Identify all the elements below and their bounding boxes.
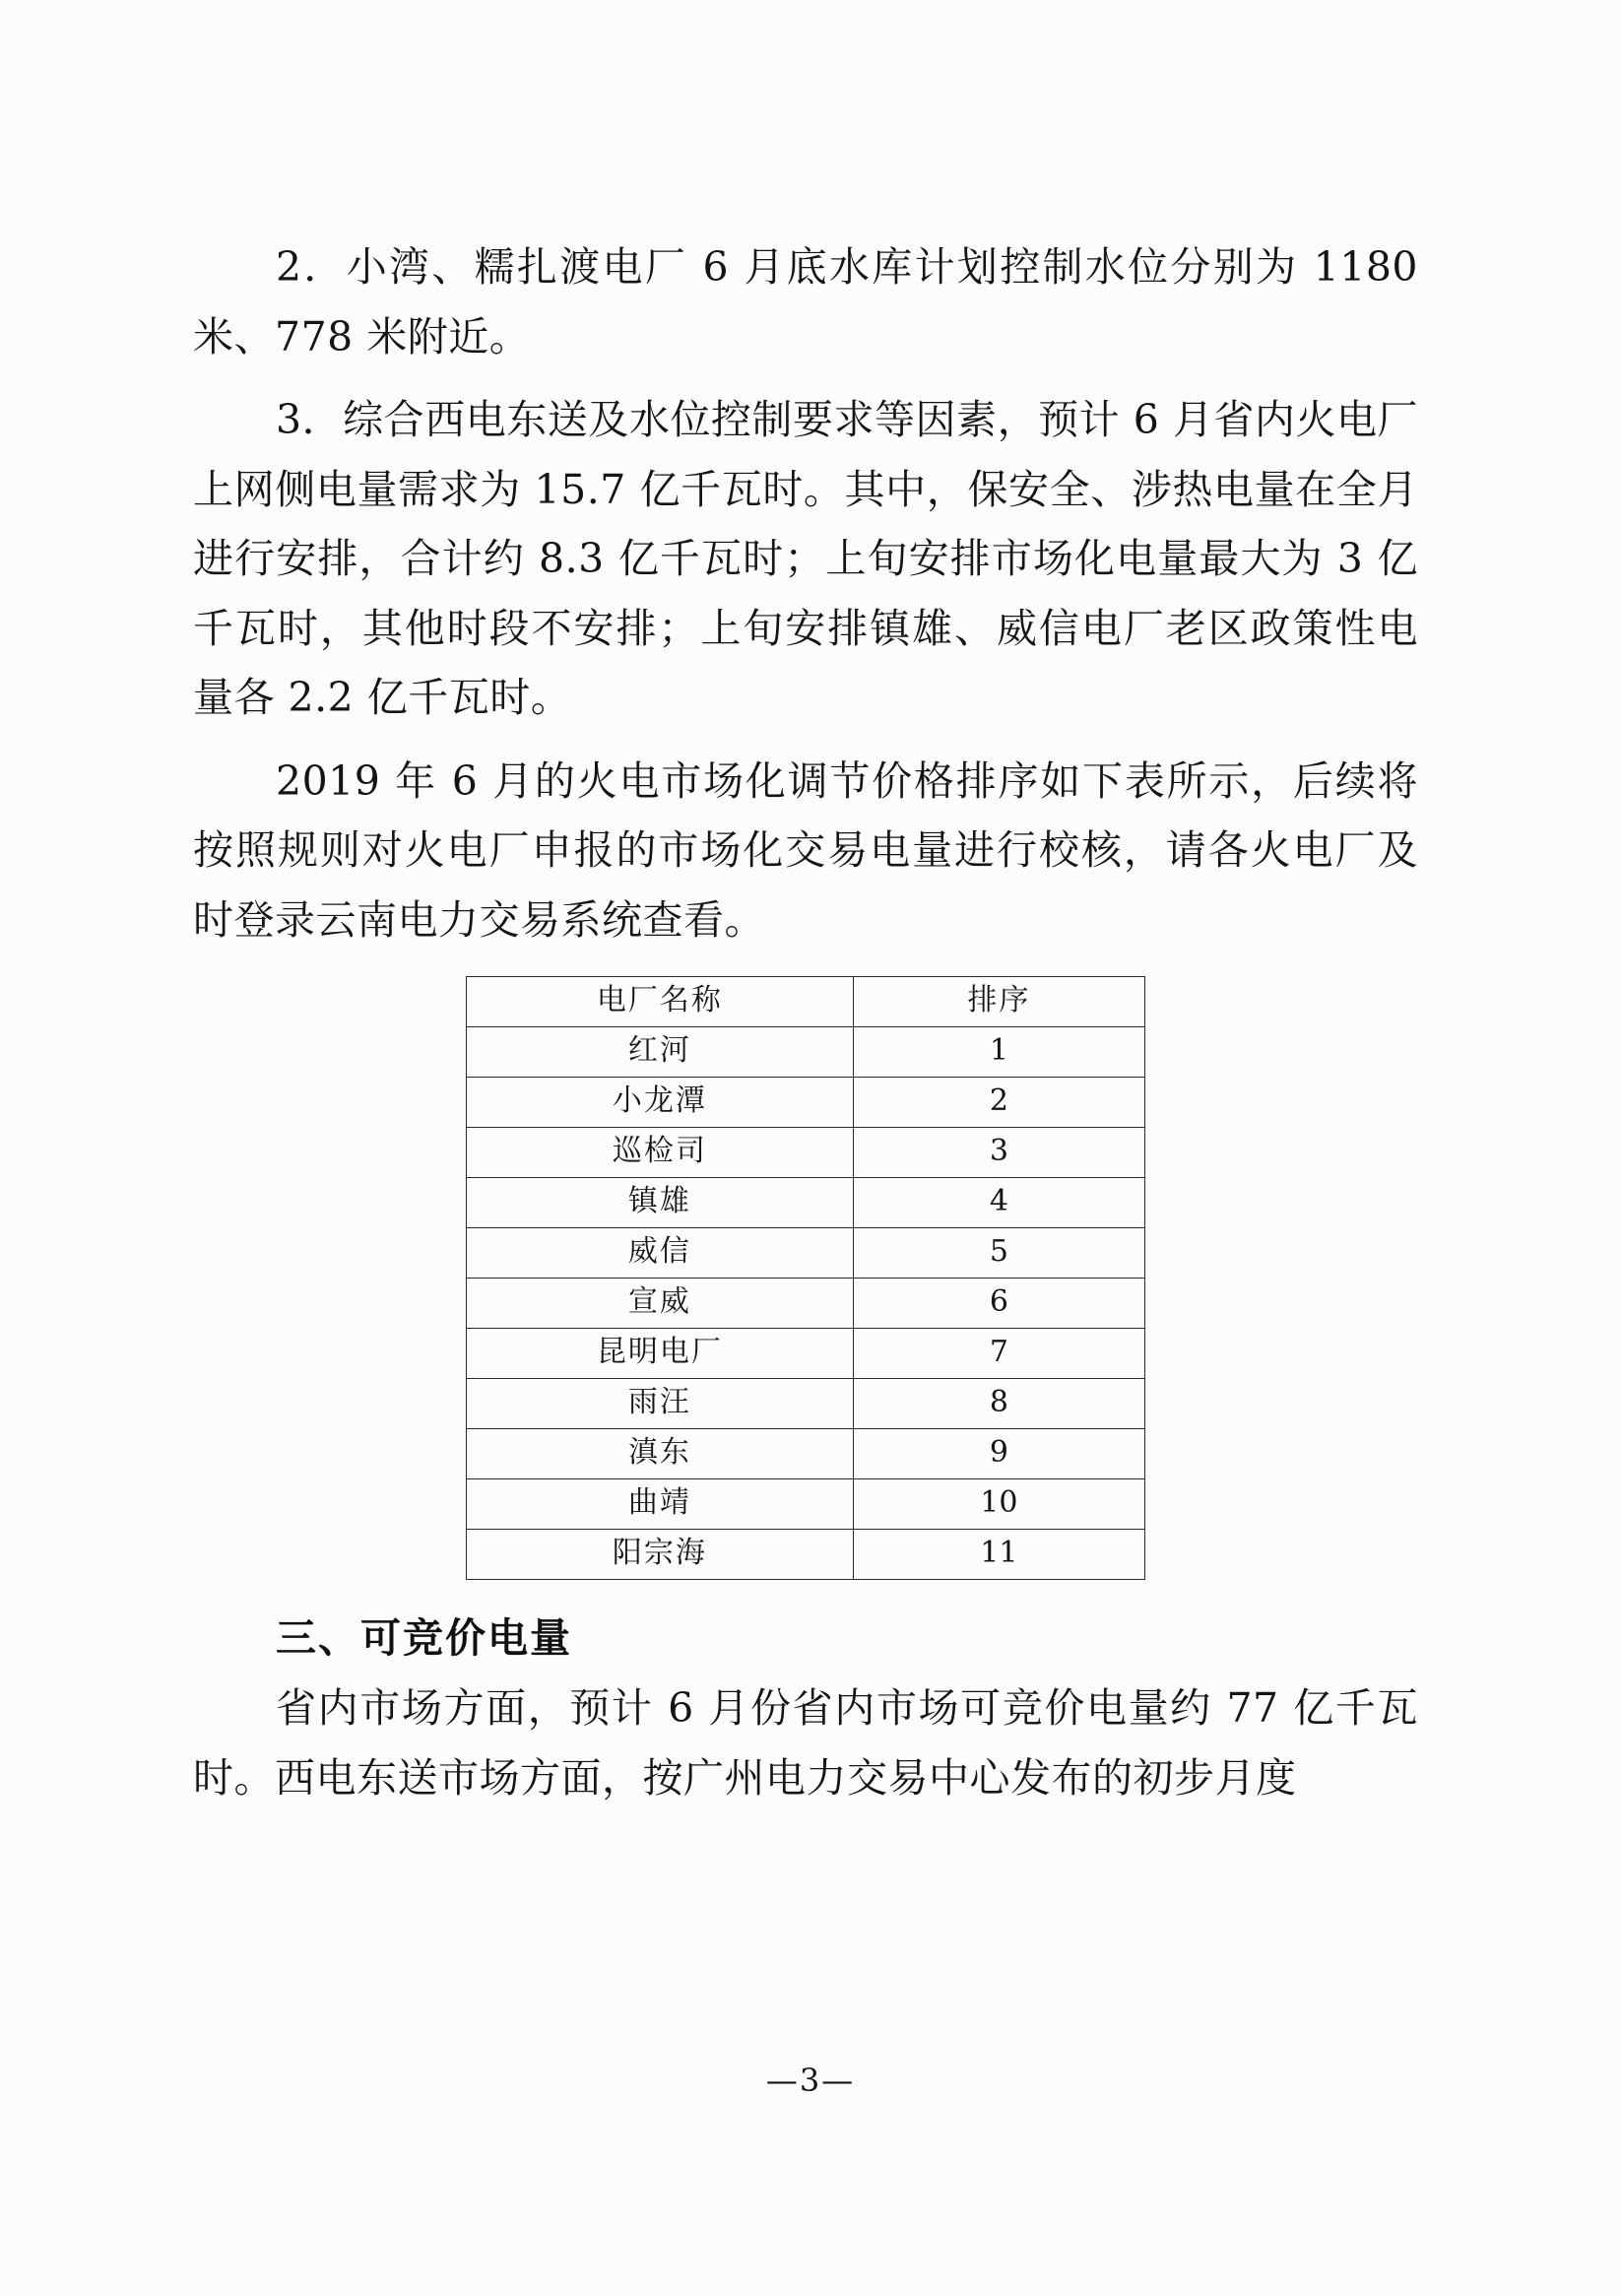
table-row (467, 1530, 1145, 1580)
cell-rank: 9 (853, 1429, 1144, 1479)
cell-plant-name: 滇东 (467, 1429, 854, 1479)
cell-rank: 11 (853, 1530, 1144, 1580)
table-row (467, 1078, 1145, 1128)
table-row (467, 1429, 1145, 1479)
cell-rank: 7 (853, 1329, 1144, 1379)
table-row (467, 1279, 1145, 1329)
column-header-plant-name: 电厂名称 (467, 977, 854, 1027)
page-content (193, 232, 1418, 1818)
cell-plant-name: 宣威 (467, 1279, 854, 1329)
table-row (467, 1228, 1145, 1279)
table-row (467, 1128, 1145, 1178)
cell-rank: 5 (853, 1228, 1144, 1279)
cell-rank: 8 (853, 1379, 1144, 1429)
cell-rank: 6 (853, 1279, 1144, 1329)
cell-rank: 3 (853, 1128, 1144, 1178)
table-row (467, 1379, 1145, 1429)
cell-plant-name: 曲靖 (467, 1479, 854, 1530)
cell-plant-name: 雨汪 (467, 1379, 854, 1429)
paragraph-after-heading: 省内市场方面，预计 6 月份省内市场可竞价电量约 77 亿千瓦时。西电东送市场方面，按广州电力交易中心发布的初步月度 (193, 1684, 1418, 1802)
cell-plant-name: 镇雄 (467, 1178, 854, 1228)
cell-rank: 10 (853, 1479, 1144, 1530)
cell-plant-name: 昆明电厂 (467, 1329, 854, 1379)
page-number: —3— (765, 2062, 856, 2099)
column-header-rank: 排序 (853, 977, 1144, 1027)
table-row (467, 1329, 1145, 1379)
cell-plant-name: 红河 (467, 1027, 854, 1078)
table-row (467, 1027, 1145, 1078)
cell-rank: 2 (853, 1078, 1144, 1128)
cell-plant-name: 威信 (467, 1228, 854, 1279)
cell-plant-name: 巡检司 (467, 1128, 854, 1178)
paragraph-table-intro: 2019 年 6 月的火电市场化调节价格排序如下表所示，后续将按照规则对火电厂申报的市场化交易电量进行校核，请各火电厂及时登录云南电力交易系统查看。 (193, 756, 1418, 944)
cell-rank: 1 (853, 1027, 1144, 1078)
table-row (467, 1479, 1145, 1530)
cell-rank: 4 (853, 1178, 1144, 1228)
table-header-row (467, 977, 1145, 1027)
paragraph-item-3: 3．综合西电东送及水位控制要求等因素，预计 6 月省内火电厂上网侧电量需求为 15.7 亿千瓦时。其中，保安全、涉热电量在全月进行安排，合计约 8.3 亿千瓦时；上旬安排市场化电量最大为 3 亿千瓦时，其他时段不安排；上旬安排镇雄、威信电厂老区政策性电量各 2.2 亿千瓦时。 (193, 396, 1418, 722)
power-plant-ranking-table (466, 976, 1145, 1580)
table-row (467, 1178, 1145, 1228)
cell-plant-name: 阳宗海 (467, 1530, 854, 1580)
section-heading-competitive-power: 三、可竞价电量 (276, 1614, 572, 1663)
paragraph-item-2: 2．小湾、糯扎渡电厂 6 月底水库计划控制水位分别为 1180 米、778 米附近。 (193, 243, 1418, 361)
cell-plant-name: 小龙潭 (467, 1078, 854, 1128)
